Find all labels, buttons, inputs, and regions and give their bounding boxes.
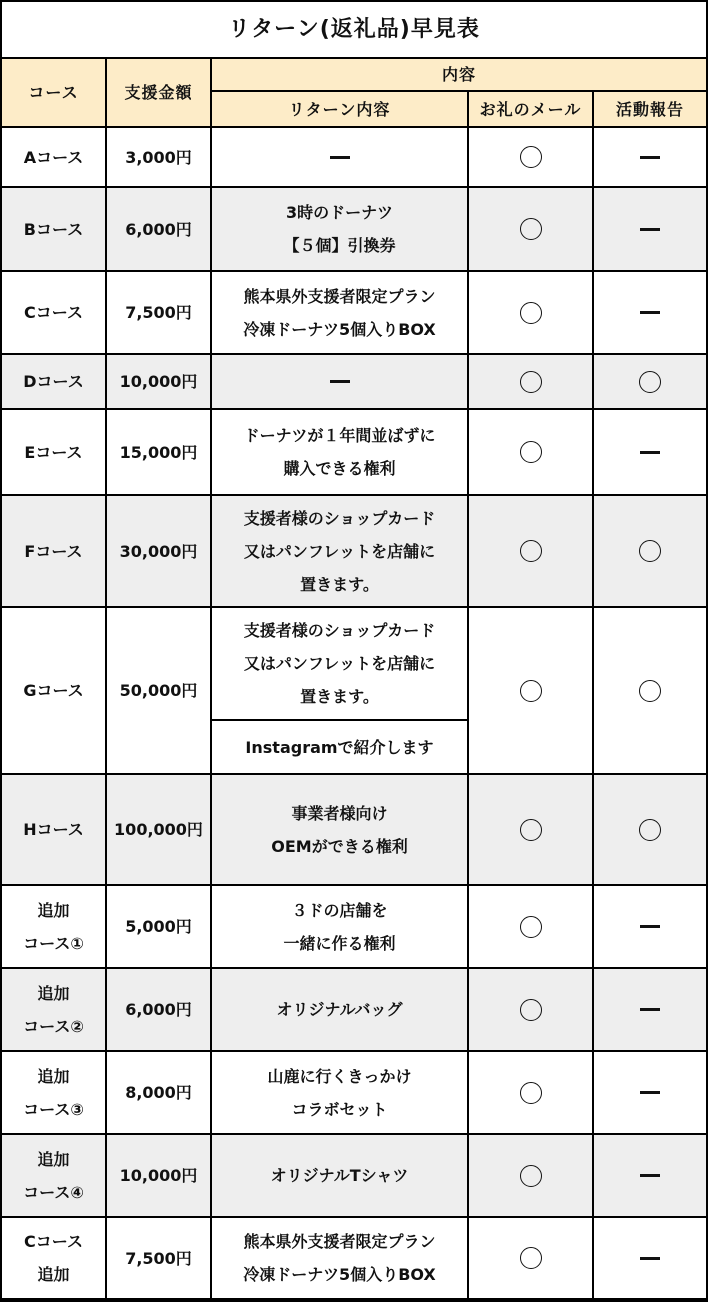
- circle-mark-icon: [520, 1247, 542, 1269]
- circle-mark-icon: [520, 218, 542, 240]
- circle-mark-icon: [520, 1082, 542, 1104]
- thank-you-mail-mark: [469, 969, 592, 1050]
- activity-report-mark: [594, 1218, 706, 1298]
- course-name: Bコース: [2, 188, 105, 270]
- course-name: 追加 コース②: [2, 969, 105, 1050]
- activity-report-mark: [594, 969, 706, 1050]
- support-amount: 7,500円: [107, 272, 210, 353]
- dash-mark-icon: [640, 156, 660, 159]
- thank-you-mail-mark: [469, 272, 592, 353]
- activity-report-mark: [594, 128, 706, 186]
- activity-report-mark: [594, 272, 706, 353]
- circle-mark-icon: [520, 1165, 542, 1187]
- course-name: 追加 コース③: [2, 1052, 105, 1133]
- thank-you-mail-mark: [469, 886, 592, 967]
- dash-mark-icon: [640, 1257, 660, 1260]
- dash-mark-icon: [640, 451, 660, 454]
- circle-mark-icon: [520, 540, 542, 562]
- support-amount: 50,000円: [107, 608, 210, 773]
- activity-report-mark: [594, 410, 706, 494]
- thank-you-mail-mark: [469, 775, 592, 884]
- return-contents: [212, 355, 467, 408]
- support-amount: 6,000円: [107, 969, 210, 1050]
- dash-mark-icon: [640, 228, 660, 231]
- course-name: Cコース 追加: [2, 1218, 105, 1298]
- support-amount: 7,500円: [107, 1218, 210, 1298]
- return-contents: ３ドの店舗を 一緒に作る権利: [212, 886, 467, 967]
- header-thank-you-mail: お礼のメール: [469, 92, 592, 126]
- support-amount: 100,000円: [107, 775, 210, 884]
- support-amount: 3,000円: [107, 128, 210, 186]
- dash-mark-icon: [640, 1008, 660, 1011]
- course-name: Dコース: [2, 355, 105, 408]
- return-contents: 事業者様向け OEMができる権利: [212, 775, 467, 884]
- course-name: Eコース: [2, 410, 105, 494]
- return-contents: オリジナルTシャツ: [212, 1135, 467, 1216]
- activity-report-mark: [594, 1135, 706, 1216]
- header-return-contents: リターン内容: [212, 92, 467, 126]
- thank-you-mail-mark: [469, 355, 592, 408]
- return-contents: オリジナルバッグ: [212, 969, 467, 1050]
- thank-you-mail-mark: [469, 1052, 592, 1133]
- dash-mark-icon: [640, 1091, 660, 1094]
- thank-you-mail-mark: [469, 608, 592, 773]
- dash-mark-icon: [330, 156, 350, 159]
- course-name: 追加 コース④: [2, 1135, 105, 1216]
- table-title: リターン(返礼品)早見表: [2, 2, 706, 57]
- return-contents: 支援者様のショップカード 又はパンフレットを店舗に 置きます。: [212, 608, 467, 719]
- activity-report-mark: [594, 496, 706, 606]
- circle-mark-icon: [520, 680, 542, 702]
- course-name: Aコース: [2, 128, 105, 186]
- activity-report-mark: [594, 355, 706, 408]
- course-name: Fコース: [2, 496, 105, 606]
- circle-mark-icon: [639, 819, 661, 841]
- thank-you-mail-mark: [469, 496, 592, 606]
- circle-mark-icon: [520, 146, 542, 168]
- circle-mark-icon: [639, 540, 661, 562]
- support-amount: 15,000円: [107, 410, 210, 494]
- course-name: Hコース: [2, 775, 105, 884]
- header-course: コース: [2, 59, 105, 126]
- thank-you-mail-mark: [469, 410, 592, 494]
- activity-report-mark: [594, 886, 706, 967]
- circle-mark-icon: [520, 302, 542, 324]
- dash-mark-icon: [640, 1174, 660, 1177]
- header-contents: 内容: [212, 59, 706, 90]
- thank-you-mail-mark: [469, 1135, 592, 1216]
- support-amount: 8,000円: [107, 1052, 210, 1133]
- return-contents: 山鹿に行くきっかけ コラボセット: [212, 1052, 467, 1133]
- activity-report-mark: [594, 1052, 706, 1133]
- circle-mark-icon: [520, 371, 542, 393]
- return-contents: [212, 128, 467, 186]
- return-contents: ドーナツが１年間並ばずに 購入できる権利: [212, 410, 467, 494]
- header-activity-report: 活動報告: [594, 92, 706, 126]
- circle-mark-icon: [520, 819, 542, 841]
- return-contents: 支援者様のショップカード 又はパンフレットを店舗に 置きます。: [212, 496, 467, 606]
- circle-mark-icon: [639, 680, 661, 702]
- return-contents: 熊本県外支援者限定プラン 冷凍ドーナツ5個入りBOX: [212, 272, 467, 353]
- activity-report-mark: [594, 188, 706, 270]
- dash-mark-icon: [640, 311, 660, 314]
- support-amount: 30,000円: [107, 496, 210, 606]
- course-name: Cコース: [2, 272, 105, 353]
- thank-you-mail-mark: [469, 128, 592, 186]
- support-amount: 10,000円: [107, 1135, 210, 1216]
- circle-mark-icon: [520, 999, 542, 1021]
- circle-mark-icon: [520, 441, 542, 463]
- course-name: 追加 コース①: [2, 886, 105, 967]
- thank-you-mail-mark: [469, 188, 592, 270]
- return-contents: 熊本県外支援者限定プラン 冷凍ドーナツ5個入りBOX: [212, 1218, 467, 1298]
- return-contents: 3時のドーナツ 【５個】引換券: [212, 188, 467, 270]
- activity-report-mark: [594, 775, 706, 884]
- circle-mark-icon: [639, 371, 661, 393]
- activity-report-mark: [594, 608, 706, 773]
- support-amount: 6,000円: [107, 188, 210, 270]
- dash-mark-icon: [640, 925, 660, 928]
- dash-mark-icon: [330, 380, 350, 383]
- course-name: Gコース: [2, 608, 105, 773]
- header-amount: 支援金額: [107, 59, 210, 126]
- support-amount: 5,000円: [107, 886, 210, 967]
- return-contents: Instagramで紹介します: [212, 721, 467, 773]
- thank-you-mail-mark: [469, 1218, 592, 1298]
- support-amount: 10,000円: [107, 355, 210, 408]
- circle-mark-icon: [520, 916, 542, 938]
